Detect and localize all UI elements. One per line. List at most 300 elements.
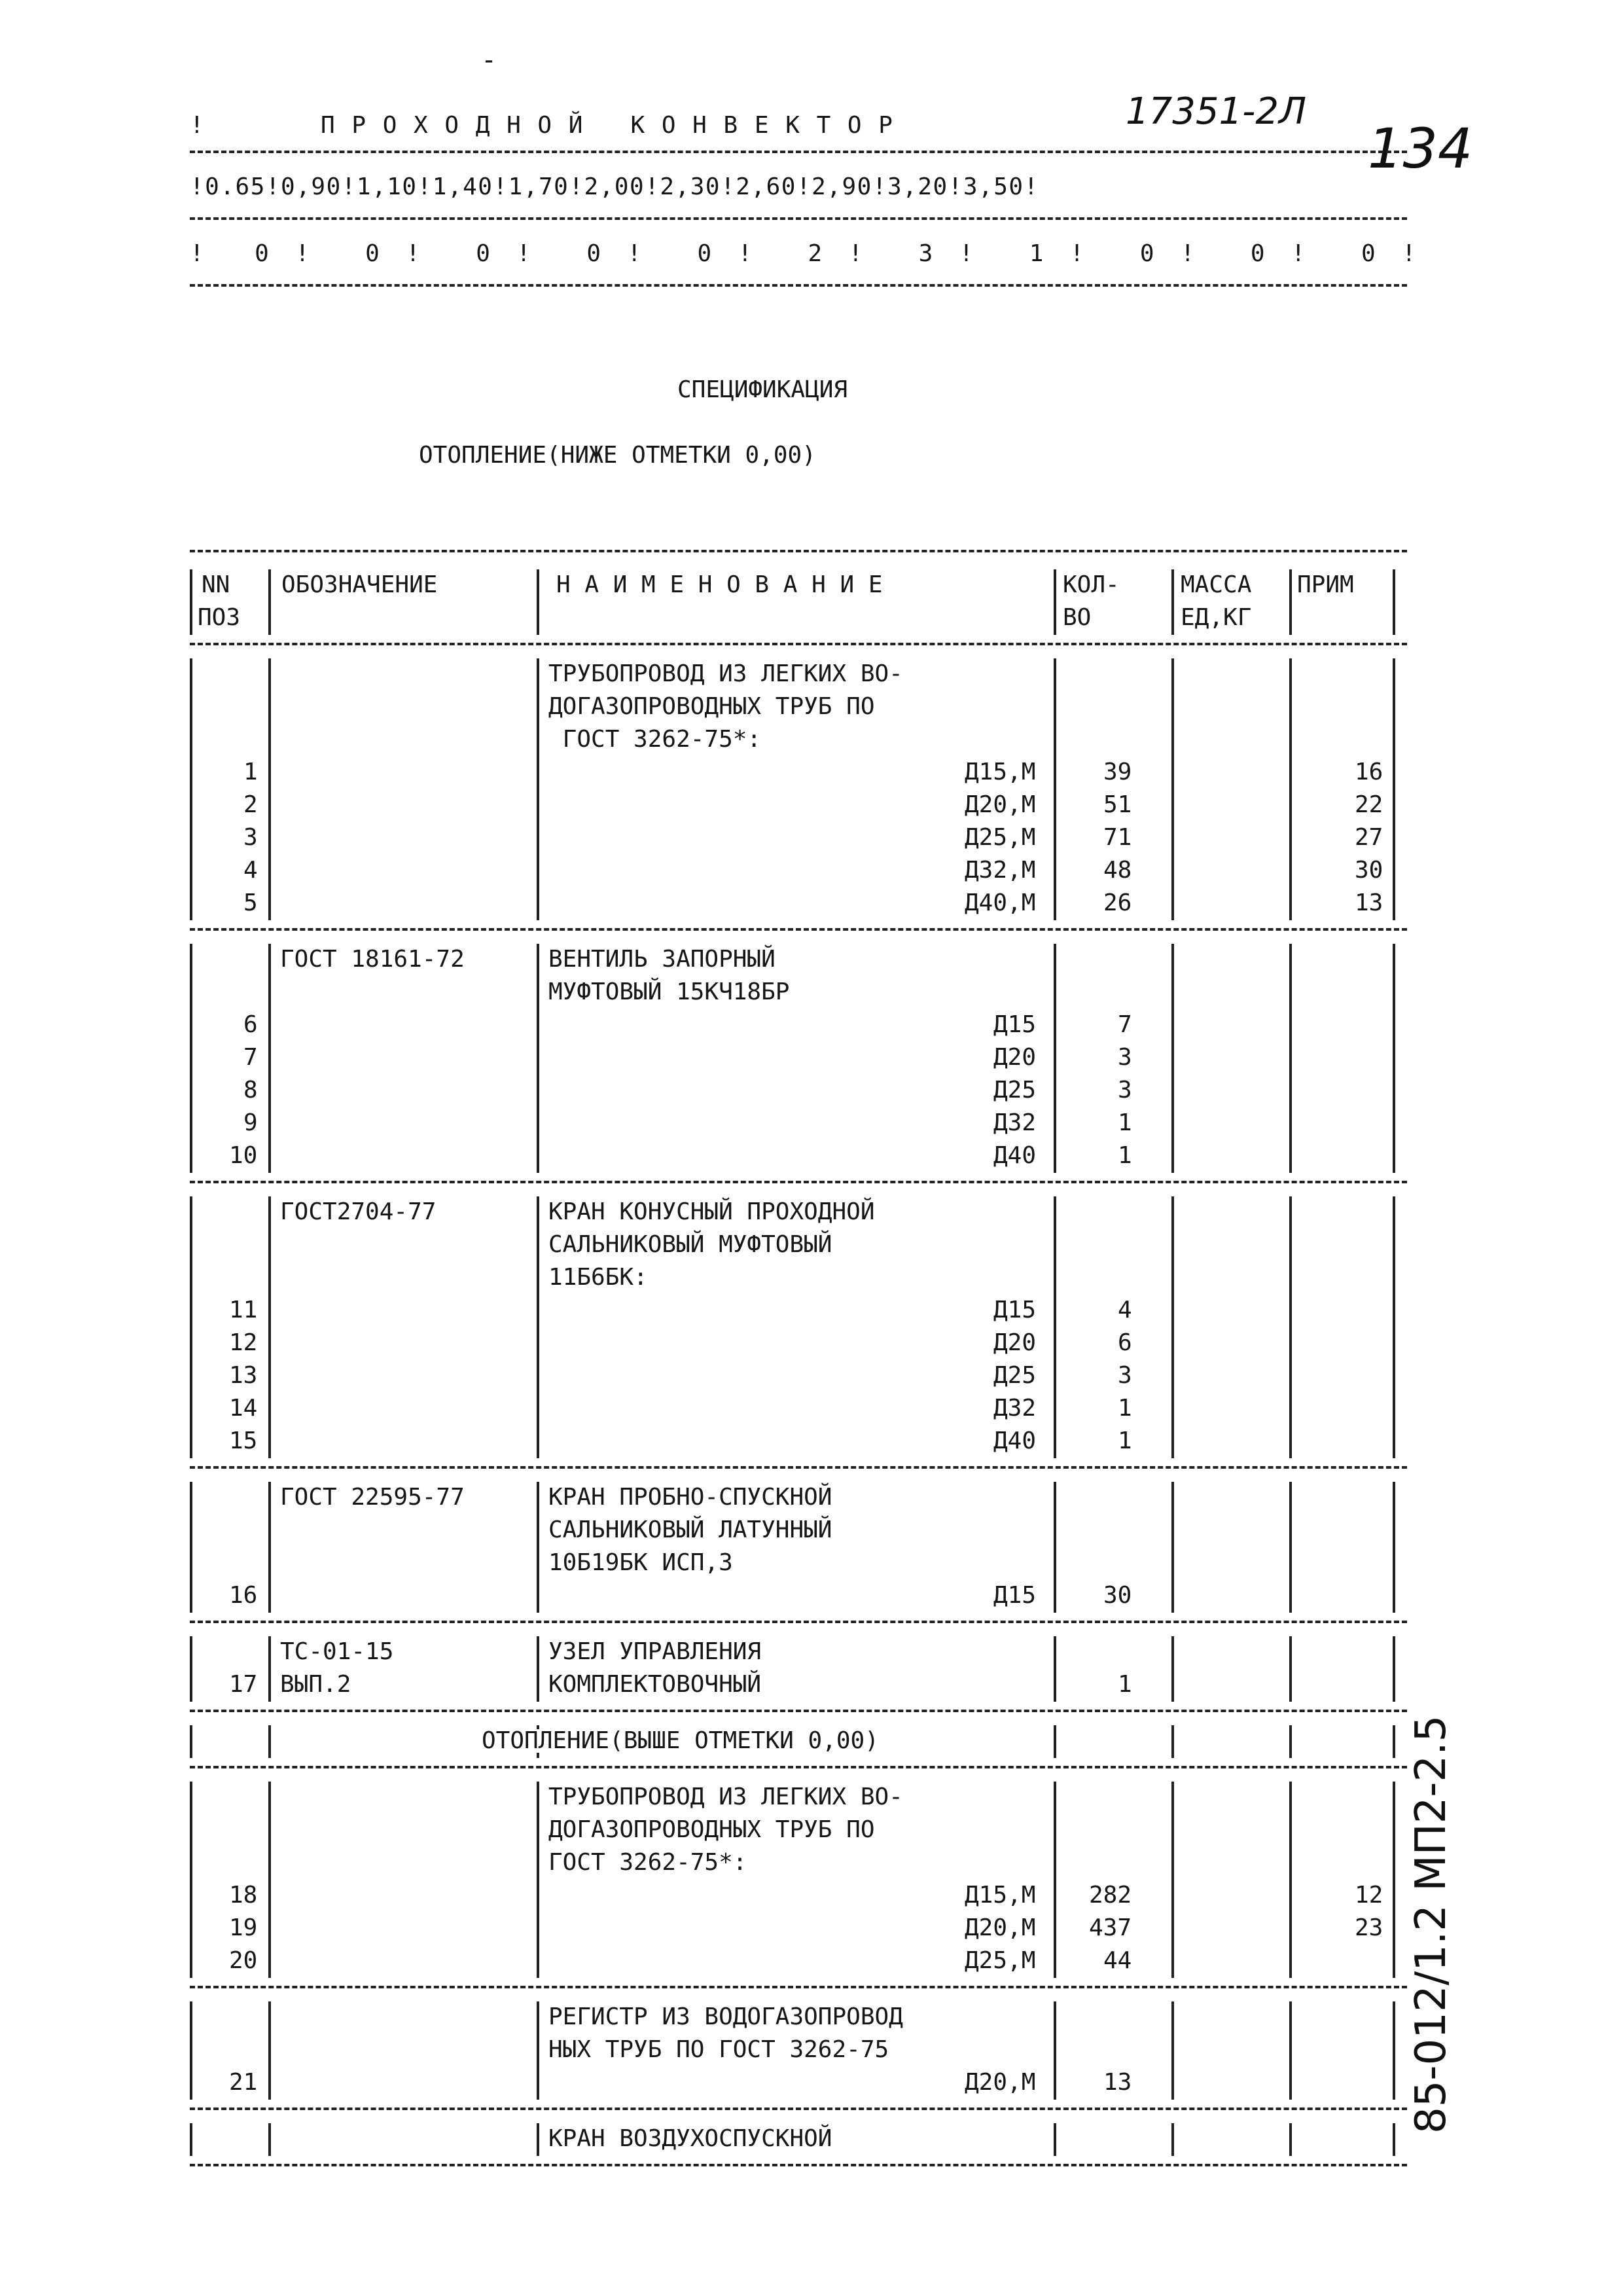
- column-rule: [1171, 1669, 1174, 1702]
- column-rule: [1171, 1393, 1174, 1426]
- column-rule: [1171, 1262, 1174, 1295]
- column-rule: [1289, 1295, 1292, 1327]
- row-size: Д20: [993, 1329, 1037, 1356]
- column-rule: [268, 1393, 271, 1426]
- rule: [190, 1766, 1407, 1768]
- row-pos: 8: [243, 1077, 258, 1103]
- row-qty: 3: [1118, 1044, 1132, 1071]
- convector-bar: !: [848, 240, 863, 267]
- rule: [190, 1710, 1407, 1712]
- column-rule: [190, 1393, 192, 1426]
- column-rule: [1289, 1009, 1292, 1042]
- column-rule: [1393, 1393, 1395, 1426]
- row-size: Д25,М: [965, 1947, 1036, 1974]
- column-rule: [1171, 2067, 1174, 2100]
- row-name: ТРУБОПРОВОД ИЗ ЛЕГКИХ ВО-: [548, 1784, 903, 1810]
- column-rule: [1393, 1196, 1395, 1229]
- row-pos: 7: [243, 1044, 258, 1071]
- column-rule: [1054, 1580, 1056, 1613]
- column-rule: [1289, 944, 1292, 977]
- column-rule: [1289, 1814, 1292, 1847]
- rule: [190, 151, 1407, 153]
- row-qty: 71: [1103, 824, 1132, 851]
- column-rule: [1289, 977, 1292, 1009]
- column-rule: [1289, 1945, 1292, 1978]
- column-rule: [190, 977, 192, 1009]
- column-rule: [268, 2123, 271, 2156]
- column-rule: [268, 1636, 271, 1669]
- column-rule: [1289, 1725, 1292, 1758]
- row-pos: 10: [229, 1142, 258, 1169]
- column-rule: [1289, 658, 1292, 691]
- header-pos: ПОЗ: [198, 604, 241, 631]
- column-rule: [1171, 1295, 1174, 1327]
- row-pos: 15: [229, 1427, 258, 1454]
- column-rule: [1393, 1580, 1395, 1613]
- row-name: ВЕНТИЛЬ ЗАПОРНЫЙ: [548, 946, 776, 973]
- column-rule: [1171, 1229, 1174, 1262]
- row-name: САЛЬНИКОВЫЙ МУФТОВЫЙ: [548, 1231, 832, 1258]
- column-rule: [537, 855, 539, 888]
- column-rule: [268, 757, 271, 789]
- convector-bar: !: [1069, 240, 1084, 267]
- row-qty: 1: [1118, 1671, 1132, 1698]
- column-rule: [1393, 757, 1395, 789]
- column-rule: [1054, 1360, 1056, 1393]
- convector-count: 0: [1361, 240, 1376, 267]
- column-rule: [537, 1009, 539, 1042]
- row-pos: 21: [229, 2069, 258, 2096]
- column-rule: [190, 1580, 192, 1613]
- column-rule: [1393, 2034, 1395, 2067]
- column-rule: [1393, 1107, 1395, 1140]
- column-rule: [268, 1880, 271, 1912]
- column-rule: [190, 2067, 192, 2100]
- column-rule: [1289, 1229, 1292, 1262]
- column-rule: [537, 2034, 539, 2067]
- column-rule: [1393, 1009, 1395, 1042]
- column-rule: [1289, 1547, 1292, 1580]
- column-rule: [268, 1140, 271, 1173]
- column-rule: [190, 855, 192, 888]
- column-rule: [268, 1912, 271, 1945]
- column-rule: [537, 1515, 539, 1547]
- row-note: 27: [1355, 824, 1383, 851]
- column-rule: [268, 1196, 271, 1229]
- column-rule: [268, 1580, 271, 1613]
- convector-bar: !: [738, 240, 753, 267]
- column-rule: [1289, 2067, 1292, 2100]
- column-rule: [537, 1782, 539, 1814]
- column-rule: [268, 1426, 271, 1458]
- column-rule: [1054, 1042, 1056, 1075]
- column-rule: [1289, 2034, 1292, 2067]
- column-rule: [1289, 569, 1292, 635]
- rule: [190, 2108, 1407, 2110]
- column-rule: [1393, 1229, 1395, 1262]
- row-name: ГОСТ 3262-75*:: [548, 1849, 747, 1876]
- column-rule: [1171, 1814, 1174, 1847]
- column-rule: [1393, 2123, 1395, 2156]
- convector-count: 0: [697, 240, 712, 267]
- column-rule: [190, 1009, 192, 1042]
- column-rule: [1054, 691, 1056, 724]
- column-rule: [537, 1196, 539, 1229]
- column-rule: [1171, 1107, 1174, 1140]
- column-rule: [1289, 2001, 1292, 2034]
- column-rule: [537, 888, 539, 920]
- column-rule: [190, 658, 192, 691]
- column-rule: [190, 1547, 192, 1580]
- column-rule: [1054, 1880, 1056, 1912]
- column-rule: [537, 1580, 539, 1613]
- column-rule: [268, 1725, 271, 1758]
- column-rule: [268, 1945, 271, 1978]
- column-rule: [268, 977, 271, 1009]
- column-rule: [537, 2001, 539, 2034]
- column-rule: [537, 1945, 539, 1978]
- column-rule: [1289, 757, 1292, 789]
- column-rule: [1393, 1636, 1395, 1669]
- column-rule: [268, 2001, 271, 2034]
- column-rule: [190, 1107, 192, 1140]
- convector-bar: !: [627, 240, 642, 267]
- row-note: 22: [1355, 791, 1383, 818]
- column-rule: [190, 822, 192, 855]
- column-rule: [190, 1042, 192, 1075]
- convector-count: 1: [1029, 240, 1044, 267]
- column-rule: [1393, 855, 1395, 888]
- column-rule: [537, 1229, 539, 1262]
- column-rule: [1289, 1327, 1292, 1360]
- column-rule: [1393, 944, 1395, 977]
- column-rule: [190, 757, 192, 789]
- row-name: КРАН КОНУСНЫЙ ПРОХОДНОЙ: [548, 1198, 875, 1225]
- convector-bar: !: [516, 240, 531, 267]
- row-size: Д40: [993, 1142, 1037, 1169]
- column-rule: [190, 1945, 192, 1978]
- column-rule: [1171, 1360, 1174, 1393]
- row-pos: 18: [229, 1882, 258, 1909]
- column-rule: [1393, 1482, 1395, 1515]
- convector-count: 2: [808, 240, 823, 267]
- column-rule: [537, 1140, 539, 1173]
- column-rule: [268, 1107, 271, 1140]
- column-rule: [1393, 1669, 1395, 1702]
- convector-bar: !: [190, 240, 204, 267]
- column-rule: [537, 1880, 539, 1912]
- column-rule: [537, 569, 539, 635]
- column-rule: [1289, 789, 1292, 822]
- row-size: Д25: [993, 1077, 1037, 1103]
- row-pos: 20: [229, 1947, 258, 1974]
- row-size: Д20,М: [965, 1914, 1036, 1941]
- row-designation: ГОСТ 18161-72: [280, 946, 465, 973]
- row-size: Д40,М: [965, 889, 1036, 916]
- header-qty: ВО: [1063, 604, 1092, 631]
- column-rule: [190, 1782, 192, 1814]
- column-rule: [537, 1814, 539, 1847]
- column-rule: [190, 2034, 192, 2067]
- column-rule: [1289, 1360, 1292, 1393]
- column-rule: [1054, 1725, 1056, 1758]
- column-rule: [268, 1515, 271, 1547]
- row-qty: 1: [1118, 1427, 1132, 1454]
- column-rule: [1393, 1426, 1395, 1458]
- column-rule: [1393, 569, 1395, 635]
- column-rule: [1289, 1580, 1292, 1613]
- row-name: РЕГИСТР ИЗ ВОДОГАЗОПРОВОД: [548, 2003, 903, 2030]
- convector-count: 0: [255, 240, 269, 267]
- row-name: НЫХ ТРУБ ПО ГОСТ 3262-75: [548, 2036, 889, 2063]
- row-size: Д20,М: [965, 791, 1036, 818]
- column-rule: [1054, 1847, 1056, 1880]
- column-rule: [537, 822, 539, 855]
- column-rule: [537, 1075, 539, 1107]
- column-rule: [537, 1262, 539, 1295]
- column-rule: [190, 569, 192, 635]
- side-stamp-text: 85-012/1.2 МП2-2.5: [1407, 1715, 1455, 2134]
- row-name: 10Б19БК ИСП,3: [548, 1549, 733, 1576]
- column-rule: [1171, 1547, 1174, 1580]
- column-rule: [1054, 1140, 1056, 1173]
- column-rule: [1393, 724, 1395, 757]
- column-rule: [1171, 1847, 1174, 1880]
- row-qty: 4: [1118, 1297, 1132, 1323]
- column-rule: [1171, 1196, 1174, 1229]
- row-size: Д32: [993, 1395, 1037, 1422]
- column-rule: [1171, 1725, 1174, 1758]
- column-rule: [1393, 658, 1395, 691]
- column-rule: [537, 789, 539, 822]
- row-size: Д25,М: [965, 824, 1036, 851]
- row-note: 16: [1355, 759, 1383, 785]
- column-rule: [1054, 1945, 1056, 1978]
- row-name: МУФТОВЫЙ 15КЧ18БР: [548, 978, 790, 1005]
- row-size: Д15,М: [965, 759, 1036, 785]
- column-rule: [1393, 1945, 1395, 1978]
- column-rule: [1054, 1196, 1056, 1229]
- column-rule: [268, 1669, 271, 1702]
- row-designation: ТС-01-15: [280, 1638, 394, 1665]
- column-rule: [1054, 2034, 1056, 2067]
- column-rule: [268, 855, 271, 888]
- column-rule: [1289, 888, 1292, 920]
- column-rule: [1171, 724, 1174, 757]
- column-rule: [1054, 1393, 1056, 1426]
- convector-bar: !: [1291, 240, 1306, 267]
- column-rule: [1393, 1042, 1395, 1075]
- column-rule: [1393, 822, 1395, 855]
- row-designation: ГОСТ2704-77: [280, 1198, 437, 1225]
- column-rule: [190, 1515, 192, 1547]
- column-rule: [1393, 789, 1395, 822]
- row-size: Д15: [993, 1297, 1037, 1323]
- column-rule: [1054, 888, 1056, 920]
- column-rule: [1054, 1262, 1056, 1295]
- column-rule: [268, 2067, 271, 2100]
- column-rule: [1171, 1945, 1174, 1978]
- row-name: УЗЕЛ УПРАВЛЕНИЯ: [548, 1638, 762, 1665]
- column-rule: [190, 1295, 192, 1327]
- column-rule: [537, 1042, 539, 1075]
- row-pos: 5: [243, 889, 258, 916]
- row-pos: 3: [243, 824, 258, 851]
- row-name: ТРУБОПРОВОД ИЗ ЛЕГКИХ ВО-: [548, 660, 903, 687]
- column-rule: [1171, 1426, 1174, 1458]
- top-mark: -: [481, 45, 497, 75]
- column-rule: [268, 789, 271, 822]
- row-pos: 13: [229, 1362, 258, 1389]
- row-size: Д15: [993, 1582, 1037, 1609]
- column-rule: [537, 1107, 539, 1140]
- row-qty: 437: [1089, 1914, 1132, 1941]
- column-rule: [537, 2123, 539, 2156]
- column-rule: [190, 724, 192, 757]
- column-rule: [1289, 855, 1292, 888]
- row-qty: 3: [1118, 1077, 1132, 1103]
- row-name: САЛЬНИКОВЫЙ ЛАТУННЫЙ: [548, 1516, 832, 1543]
- column-rule: [268, 1847, 271, 1880]
- column-rule: [268, 1295, 271, 1327]
- column-rule: [1393, 1782, 1395, 1814]
- row-note: 12: [1355, 1882, 1383, 1909]
- column-rule: [537, 944, 539, 977]
- convector-bar: !: [295, 240, 310, 267]
- row-name: ДОГАЗОПРОВОДНЫХ ТРУБ ПО: [548, 1816, 875, 1843]
- column-rule: [1054, 855, 1056, 888]
- column-rule: [537, 658, 539, 691]
- row-qty: 3: [1118, 1362, 1132, 1389]
- column-rule: [190, 1327, 192, 1360]
- column-rule: [190, 1880, 192, 1912]
- row-qty: 13: [1103, 2069, 1132, 2096]
- column-rule: [1054, 977, 1056, 1009]
- row-size: Д20,М: [965, 2069, 1036, 2096]
- row-size: Д15: [993, 1011, 1037, 1038]
- column-rule: [190, 789, 192, 822]
- column-rule: [1171, 1880, 1174, 1912]
- column-rule: [537, 1426, 539, 1458]
- column-rule: [268, 888, 271, 920]
- column-rule: [268, 1075, 271, 1107]
- column-rule: [537, 1295, 539, 1327]
- column-rule: [1054, 724, 1056, 757]
- column-rule: [1054, 1229, 1056, 1262]
- convector-bar: !: [406, 240, 420, 267]
- column-rule: [1393, 2067, 1395, 2100]
- column-rule: [1171, 1140, 1174, 1173]
- column-rule: [1171, 789, 1174, 822]
- column-rule: [1289, 1042, 1292, 1075]
- side-stamp: [1407, 1676, 1466, 2134]
- column-rule: [1393, 888, 1395, 920]
- column-rule: [268, 1360, 271, 1393]
- column-rule: [1171, 569, 1174, 635]
- column-rule: [1289, 1669, 1292, 1702]
- column-rule: [268, 724, 271, 757]
- column-rule: [1054, 1426, 1056, 1458]
- rule: [190, 928, 1407, 931]
- column-rule: [1393, 2001, 1395, 2034]
- column-rule: [268, 1782, 271, 1814]
- spec-title: СПЕЦИФИКАЦИЯ: [677, 376, 848, 403]
- row-pos: 6: [243, 1011, 258, 1038]
- row-pos: 9: [243, 1109, 258, 1136]
- column-rule: [1289, 1482, 1292, 1515]
- row-qty: 1: [1118, 1142, 1132, 1169]
- column-rule: [1054, 1912, 1056, 1945]
- row-qty: 30: [1103, 1582, 1132, 1609]
- section-title: ОТОПЛЕНИЕ(ВЫШЕ ОТМЕТКИ 0,00): [478, 1729, 883, 1753]
- column-rule: [1393, 977, 1395, 1009]
- column-rule: [1054, 2123, 1056, 2156]
- column-rule: [1393, 1880, 1395, 1912]
- column-rule: [190, 1912, 192, 1945]
- column-rule: [268, 569, 271, 635]
- convector-count: 0: [586, 240, 601, 267]
- column-rule: [190, 1814, 192, 1847]
- column-rule: [537, 1547, 539, 1580]
- column-rule: [1171, 1782, 1174, 1814]
- column-rule: [537, 757, 539, 789]
- column-rule: [268, 1042, 271, 1075]
- column-rule: [1171, 855, 1174, 888]
- column-rule: [1171, 1580, 1174, 1613]
- column-rule: [1289, 1912, 1292, 1945]
- rule: [190, 1466, 1407, 1469]
- header-qty: КОЛ-: [1063, 571, 1120, 598]
- column-rule: [190, 1196, 192, 1229]
- column-rule: [1171, 1515, 1174, 1547]
- rule: [190, 1621, 1407, 1623]
- column-rule: [1289, 1140, 1292, 1173]
- row-qty: 1: [1118, 1109, 1132, 1136]
- column-rule: [1171, 1482, 1174, 1515]
- column-rule: [1393, 691, 1395, 724]
- row-qty: 48: [1103, 857, 1132, 884]
- column-rule: [1171, 944, 1174, 977]
- column-rule: [1393, 1295, 1395, 1327]
- convector-title: П Р О Х О Д Н О Й К О Н В Е К Т О Р: [321, 112, 894, 139]
- rule: [190, 2164, 1407, 2166]
- column-rule: [1393, 1360, 1395, 1393]
- column-rule: [537, 1847, 539, 1880]
- column-rule: [1054, 789, 1056, 822]
- convector-count: 3: [918, 240, 933, 267]
- page-number: 134: [1368, 117, 1473, 181]
- column-rule: [268, 1327, 271, 1360]
- column-rule: [190, 1482, 192, 1515]
- column-rule: [1289, 1196, 1292, 1229]
- column-rule: [190, 1847, 192, 1880]
- column-rule: [268, 822, 271, 855]
- row-qty: 7: [1118, 1011, 1132, 1038]
- column-rule: [190, 1075, 192, 1107]
- row-qty: 44: [1103, 1947, 1132, 1974]
- column-rule: [1171, 888, 1174, 920]
- column-rule: [190, 944, 192, 977]
- column-rule: [1171, 691, 1174, 724]
- row-pos: 16: [229, 1582, 258, 1609]
- column-rule: [1054, 1009, 1056, 1042]
- row-qty: 6: [1118, 1329, 1132, 1356]
- column-rule: [190, 1140, 192, 1173]
- column-rule: [1289, 1107, 1292, 1140]
- column-rule: [1054, 757, 1056, 789]
- column-rule: [190, 1229, 192, 1262]
- column-rule: [1289, 1515, 1292, 1547]
